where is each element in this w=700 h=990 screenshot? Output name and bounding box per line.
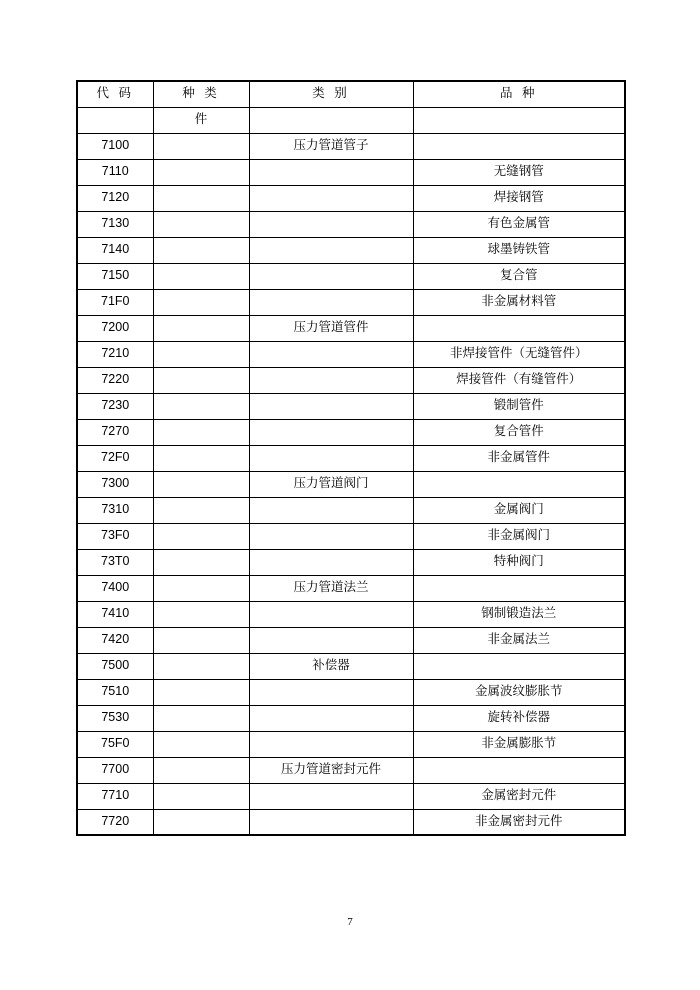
cell-code: 7310 [77, 497, 153, 523]
cell-variety: 金属波纹膨胀节 [413, 679, 625, 705]
cell-class: 压力管道管子 [249, 133, 413, 159]
cell-code: 73F0 [77, 523, 153, 549]
cell-code: 7200 [77, 315, 153, 341]
cell-kind [153, 159, 249, 185]
cell-code: 7120 [77, 185, 153, 211]
cell-kind [153, 393, 249, 419]
table-row [77, 393, 625, 419]
code-table-container [76, 80, 624, 836]
cell-code: 7230 [77, 393, 153, 419]
cell-kind [153, 679, 249, 705]
cell-variety: 特种阀门 [413, 549, 625, 575]
cell-class [249, 549, 413, 575]
cell-class [249, 107, 413, 133]
table-row [77, 107, 625, 133]
cell-class [249, 367, 413, 393]
cell-code: 7720 [77, 809, 153, 835]
cell-class [249, 809, 413, 835]
cell-code [77, 107, 153, 133]
cell-kind [153, 783, 249, 809]
table-row [77, 289, 625, 315]
cell-variety: 复合管 [413, 263, 625, 289]
cell-class [249, 497, 413, 523]
cell-class [249, 419, 413, 445]
table-row [77, 315, 625, 341]
cell-kind [153, 445, 249, 471]
table-row [77, 159, 625, 185]
cell-class [249, 341, 413, 367]
cell-class: 压力管道阀门 [249, 471, 413, 497]
page-number: 7 [347, 916, 353, 928]
cell-kind [153, 289, 249, 315]
cell-variety: 非金属法兰 [413, 627, 625, 653]
cell-kind [153, 237, 249, 263]
cell-code: 7300 [77, 471, 153, 497]
cell-variety: 无缝钢管 [413, 159, 625, 185]
header-cell-class: 类 别 [249, 81, 413, 107]
cell-code: 7110 [77, 159, 153, 185]
cell-class: 压力管道法兰 [249, 575, 413, 601]
table-row [77, 341, 625, 367]
cell-variety: 钢制锻造法兰 [413, 601, 625, 627]
table-row [77, 627, 625, 653]
cell-kind [153, 263, 249, 289]
cell-class [249, 731, 413, 757]
cell-variety [413, 575, 625, 601]
cell-code: 7710 [77, 783, 153, 809]
cell-variety [413, 315, 625, 341]
cell-variety [413, 107, 625, 133]
table-row [77, 601, 625, 627]
table-row [77, 705, 625, 731]
table-row [77, 757, 625, 783]
table-row [77, 731, 625, 757]
table-header-row [77, 81, 625, 107]
table-row [77, 445, 625, 471]
cell-class [249, 393, 413, 419]
cell-class [249, 159, 413, 185]
table-row [77, 549, 625, 575]
table-row [77, 185, 625, 211]
table-row [77, 809, 625, 835]
cell-kind [153, 471, 249, 497]
cell-kind [153, 523, 249, 549]
cell-variety [413, 653, 625, 679]
cell-code: 7500 [77, 653, 153, 679]
table-row [77, 211, 625, 237]
cell-code: 7410 [77, 601, 153, 627]
cell-variety: 非金属阀门 [413, 523, 625, 549]
header-cell-variety: 品 种 [413, 81, 625, 107]
cell-code: 71F0 [77, 289, 153, 315]
cell-variety: 非金属膨胀节 [413, 731, 625, 757]
cell-kind [153, 627, 249, 653]
table-row [77, 471, 625, 497]
cell-variety: 球墨铸铁管 [413, 237, 625, 263]
cell-class: 压力管道管件 [249, 315, 413, 341]
cell-class [249, 237, 413, 263]
cell-kind [153, 549, 249, 575]
cell-variety: 锻制管件 [413, 393, 625, 419]
cell-code: 7420 [77, 627, 153, 653]
header-cell-code: 代 码 [77, 81, 153, 107]
table-row [77, 133, 625, 159]
cell-class: 压力管道密封元件 [249, 757, 413, 783]
cell-kind [153, 705, 249, 731]
cell-class [249, 289, 413, 315]
cell-class [249, 523, 413, 549]
cell-code: 73T0 [77, 549, 153, 575]
cell-code: 7270 [77, 419, 153, 445]
cell-kind [153, 133, 249, 159]
cell-variety: 非金属管件 [413, 445, 625, 471]
table-row [77, 237, 625, 263]
cell-variety: 金属阀门 [413, 497, 625, 523]
cell-kind [153, 211, 249, 237]
cell-class [249, 601, 413, 627]
cell-kind [153, 367, 249, 393]
table-row [77, 367, 625, 393]
cell-class [249, 679, 413, 705]
cell-class [249, 185, 413, 211]
cell-variety: 旋转补偿器 [413, 705, 625, 731]
table-row [77, 679, 625, 705]
cell-code: 72F0 [77, 445, 153, 471]
cell-class [249, 783, 413, 809]
table-row [77, 575, 625, 601]
cell-class: 补偿器 [249, 653, 413, 679]
cell-variety: 金属密封元件 [413, 783, 625, 809]
cell-variety: 焊接钢管 [413, 185, 625, 211]
cell-kind [153, 315, 249, 341]
cell-variety: 复合管件 [413, 419, 625, 445]
cell-kind [153, 731, 249, 757]
cell-code: 7530 [77, 705, 153, 731]
table-row [77, 263, 625, 289]
table-row [77, 523, 625, 549]
cell-code: 7700 [77, 757, 153, 783]
cell-variety: 焊接管件（有缝管件） [413, 367, 625, 393]
cell-class [249, 705, 413, 731]
cell-code: 7150 [77, 263, 153, 289]
cell-kind [153, 601, 249, 627]
cell-kind [153, 653, 249, 679]
cell-code: 7100 [77, 133, 153, 159]
table-row [77, 653, 625, 679]
cell-variety: 非焊接管件（无缝管件） [413, 341, 625, 367]
cell-code: 7220 [77, 367, 153, 393]
cell-kind [153, 419, 249, 445]
cell-code: 75F0 [77, 731, 153, 757]
cell-variety [413, 471, 625, 497]
table-row [77, 783, 625, 809]
cell-variety: 非金属密封元件 [413, 809, 625, 835]
cell-class [249, 263, 413, 289]
cell-kind: 件 [153, 107, 249, 133]
cell-kind [153, 341, 249, 367]
cell-code: 7210 [77, 341, 153, 367]
cell-variety [413, 133, 625, 159]
cell-kind [153, 809, 249, 835]
cell-kind [153, 497, 249, 523]
cell-kind [153, 185, 249, 211]
cell-code: 7140 [77, 237, 153, 263]
table-row [77, 419, 625, 445]
cell-class [249, 627, 413, 653]
cell-kind [153, 757, 249, 783]
cell-kind [153, 575, 249, 601]
cell-code: 7510 [77, 679, 153, 705]
cell-variety: 非金属材料管 [413, 289, 625, 315]
cell-variety: 有色金属管 [413, 211, 625, 237]
cell-variety [413, 757, 625, 783]
cell-code: 7400 [77, 575, 153, 601]
cell-class [249, 445, 413, 471]
cell-code: 7130 [77, 211, 153, 237]
cell-class [249, 211, 413, 237]
table-row [77, 497, 625, 523]
header-cell-kind: 种 类 [153, 81, 249, 107]
equipment-code-table [76, 80, 626, 836]
